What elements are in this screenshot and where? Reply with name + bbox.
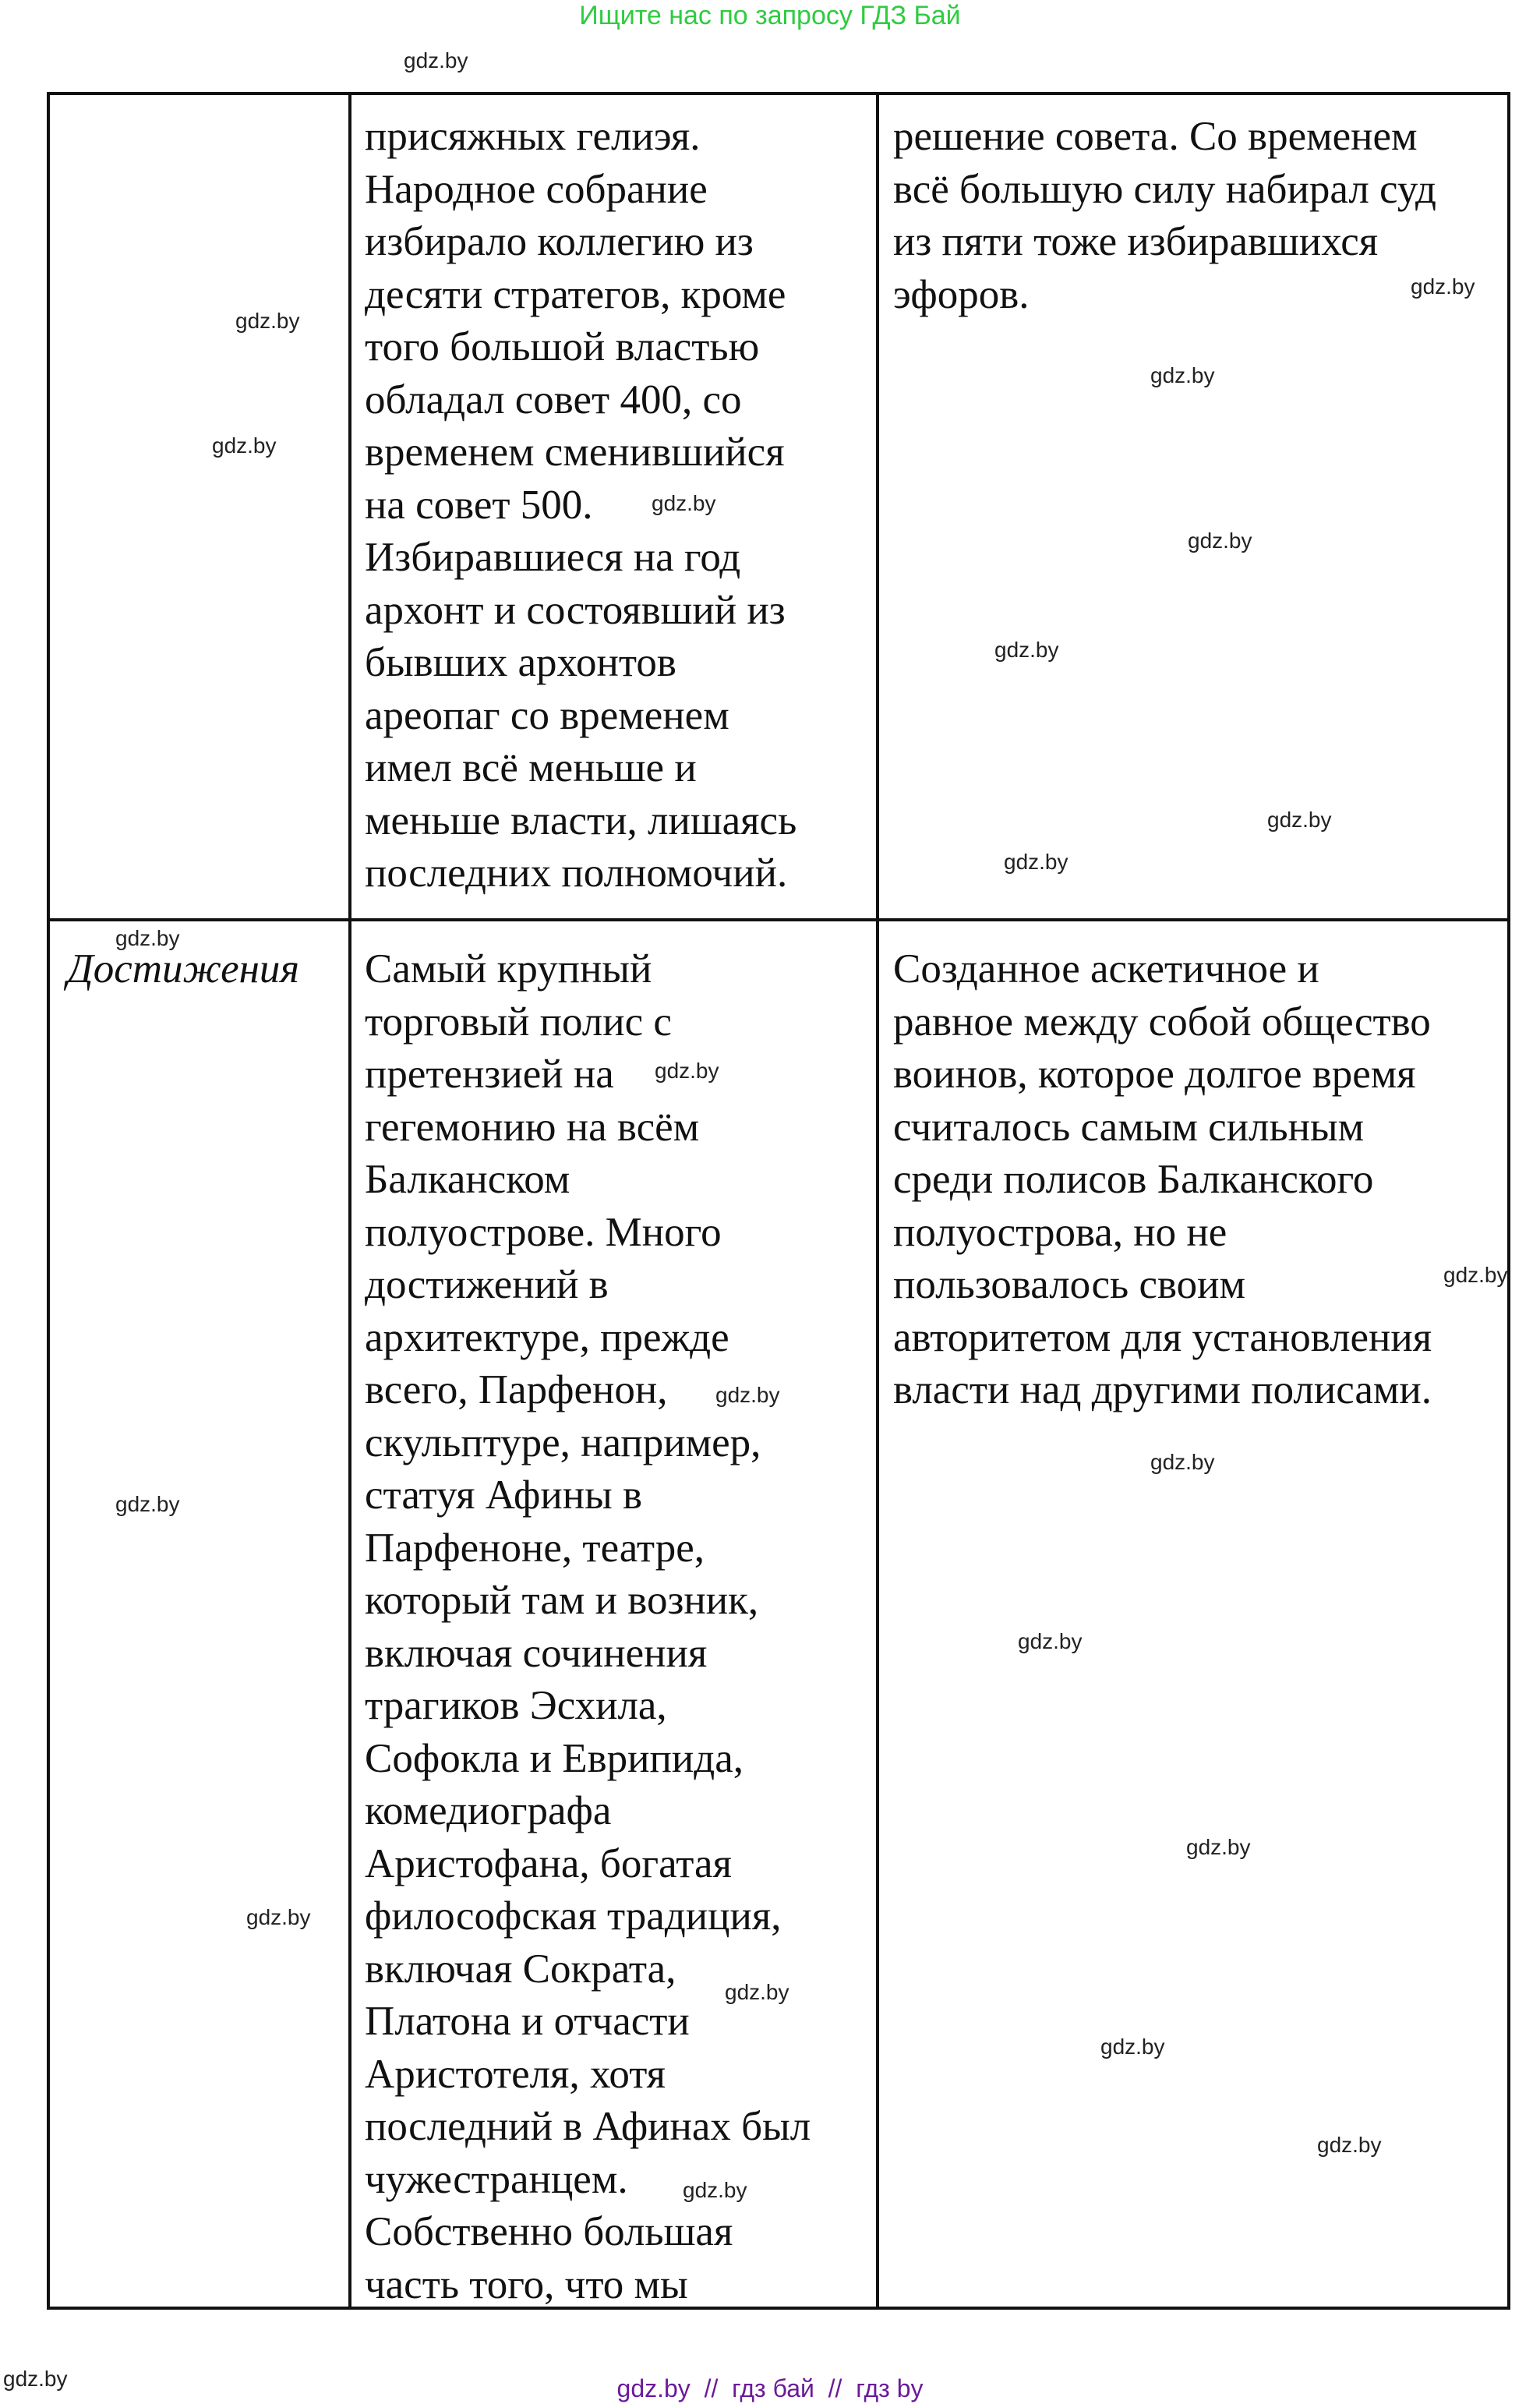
text-line: включая сочинения (365, 1630, 708, 1676)
text-line: достижений в (365, 1262, 609, 1307)
text-line: авторитетом для установления (893, 1314, 1432, 1360)
watermark: gdz.by (1186, 1835, 1251, 1859)
watermark: gdz.by (1100, 2035, 1165, 2059)
text-line: имел всё меньше и (365, 745, 697, 790)
text-line: полуострова, но не (893, 1209, 1227, 1255)
text-line: воинов, которое долгое время (893, 1052, 1416, 1097)
text-line: меньше власти, лишаясь (365, 797, 797, 843)
footer-text[interactable]: gdz.by // гдз бай // гдз by (616, 2374, 924, 2402)
watermark: gdz.by (1317, 2133, 1382, 2157)
comparison-table (47, 92, 1510, 2310)
text-line: Софокла и Еврипида, (365, 1735, 744, 1781)
watermark: gdz.by (1004, 850, 1068, 874)
table-border-right (1507, 92, 1510, 2310)
text-line: бывших архонтов (365, 640, 676, 685)
text-line: всего, Парфенон, (365, 1367, 668, 1412)
text-line: временем сменившийся (365, 430, 785, 475)
watermark: gdz.by (1443, 1263, 1508, 1287)
watermark: gdz.by (1018, 1629, 1083, 1653)
text-line: комедиографа (365, 1788, 612, 1833)
watermark: gdz.by (1411, 274, 1475, 299)
text-line: десяти стратегов, кроме (365, 271, 786, 317)
text-line: решение совета. Со временем (893, 114, 1418, 159)
banner-text[interactable]: Ищите нас по запросу ГДЗ Бай (579, 1, 961, 30)
text-line: Аристотеля, хотя (365, 2051, 666, 2097)
watermark: gdz.by (235, 309, 300, 333)
watermark: gdz.by (715, 1383, 780, 1407)
watermark: gdz.by (652, 491, 716, 515)
watermark: gdz.by (115, 926, 180, 950)
text-line: архитектуре, прежде (365, 1314, 729, 1360)
column-divider-1 (348, 92, 351, 2310)
watermark: gdz.by (1150, 1450, 1215, 1474)
footer-links[interactable] (0, 2373, 1540, 2404)
text-line: того большой властью (365, 324, 760, 369)
row2-sparta-cell (893, 943, 1432, 1417)
text-line: Платона и отчасти (365, 1999, 690, 2044)
text-line: последних полномочий. (365, 850, 788, 896)
row2-athens-cell (365, 943, 811, 2311)
text-line: философская традиция, (365, 1893, 782, 1939)
watermark: gdz.by (404, 48, 468, 72)
watermark: gdz.by (246, 1905, 311, 1929)
top-banner[interactable] (0, 0, 1540, 31)
table-border-left (47, 92, 50, 2310)
text-line: среди полисов Балканского (893, 1157, 1374, 1202)
text-line: архонт и состоявший из (365, 587, 786, 633)
watermark: gdz.by (683, 2178, 747, 2202)
text-line: обладал совет 400, со (365, 377, 742, 422)
text-line: из пяти тоже избиравшихся (893, 219, 1379, 264)
text-line: Собственно большая (365, 2209, 733, 2254)
text-line: трагиков Эсхила, (365, 1683, 667, 1728)
text-line: претензией на (365, 1052, 614, 1097)
text-line: ареопаг со временем (365, 692, 729, 738)
text-line: Балканском (365, 1157, 570, 1202)
text-line: часть того, что мы (365, 2261, 688, 2307)
text-line: Парфеноне, театре, (365, 1525, 705, 1571)
text-line: гегемонию на всём (365, 1104, 700, 1150)
row1-athens-cell (365, 111, 796, 900)
watermark: gdz.by (1188, 529, 1252, 553)
watermark: gdz.by (1150, 363, 1215, 387)
watermark: gdz.by (115, 1492, 180, 1516)
text-line: считалось самым сильным (893, 1104, 1365, 1150)
watermark: gdz.by (725, 1980, 789, 2004)
text-line: Созданное аскетичное и (893, 946, 1319, 992)
text-line: Народное собрание (365, 166, 708, 212)
text-line: последний в Афинах был (365, 2104, 811, 2149)
watermark: gdz.by (994, 638, 1059, 662)
table-border-top (47, 92, 1510, 95)
text-line: избирало коллегию из (365, 219, 754, 264)
text-line: полуострове. Много (365, 1209, 722, 1255)
text-line: власти над другими полисами. (893, 1367, 1432, 1412)
watermark: gdz.by (655, 1059, 719, 1083)
watermark: gdz.by (3, 2367, 68, 2391)
text-line: Избиравшиеся на год (365, 535, 741, 580)
text-line: скульптуре, например, (365, 1419, 761, 1465)
text-line: всё большую силу набирал суд (893, 166, 1436, 212)
text-line: присяжных гелиэя. (365, 114, 701, 159)
column-divider-2 (876, 92, 879, 2310)
text-line: чужестранцем. (365, 2156, 628, 2202)
text-line: эфоров. (893, 271, 1030, 317)
text-line: на совет 500. (365, 482, 593, 528)
row2-label-achievements: Достижения (67, 946, 300, 992)
text-line: статуя Афины в (365, 1472, 642, 1518)
watermark: gdz.by (212, 433, 277, 458)
text-line: торговый полис с (365, 999, 672, 1045)
row1-sparta-cell (893, 111, 1436, 321)
watermark: gdz.by (1267, 808, 1332, 832)
text-line: пользовалось своим (893, 1262, 1246, 1307)
row-divider (47, 918, 1510, 921)
text-line: Самый крупный (365, 946, 652, 992)
text-line: включая Сократа, (365, 1946, 676, 1992)
text-line: Аристофана, богатая (365, 1840, 732, 1886)
text-line: равное между собой общество (893, 999, 1431, 1045)
text-line: который там и возник, (365, 1578, 759, 1623)
